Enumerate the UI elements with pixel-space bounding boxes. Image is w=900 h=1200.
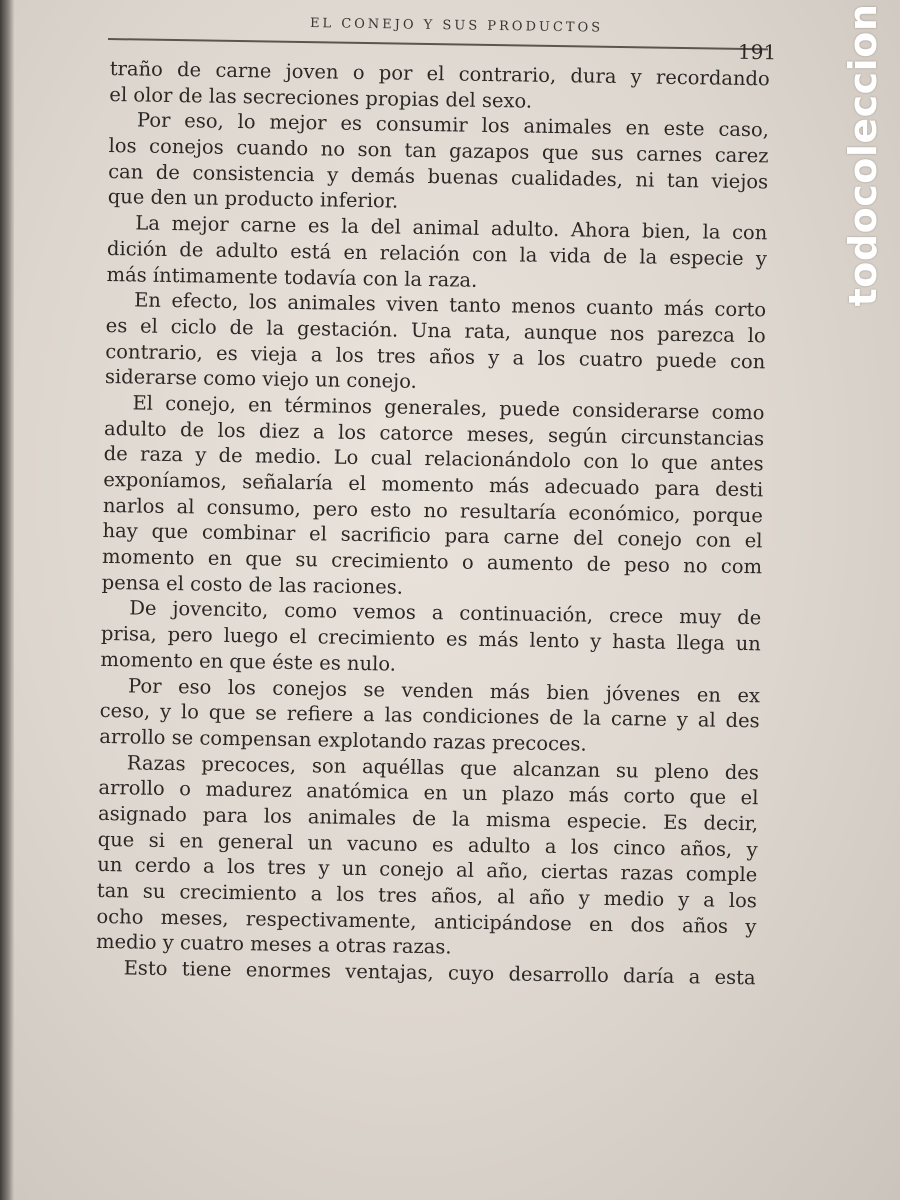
text-line: En efecto, los animales viven tanto menos cuanto más corto — [133, 288, 767, 322]
text-line: arrollo o madurez anatómica en un plazo más corto que el — [98, 776, 759, 810]
text-line: hay que combinar el sacrificio para carne del conejo con el — [102, 519, 763, 553]
text-line: traño de carne joven o por el contrario, dura y recordando — [109, 56, 770, 91]
text-line: adulto de los diez a los catorce meses, según circunstancias — [103, 416, 765, 450]
book-binding-edge — [0, 0, 14, 1200]
text-line: medio y cuatro meses a otras razas. — [95, 930, 452, 959]
text-line: un cerdo a los tres y un conejo al año, ciertas razas comple — [97, 853, 758, 887]
running-head: EL CONEJO Y SUS PRODUCTOS — [309, 16, 604, 36]
text-line: los conejos cuando no son tan gazapos que sus carnes carez — [108, 134, 769, 168]
text-line: siderarse como viejo un conejo. — [104, 365, 417, 394]
text-line: ocho meses, respectivamente, anticipándose en dos años y — [96, 904, 757, 938]
text-line: Por eso, lo mejor es consumir los animales en este caso, — [136, 108, 770, 142]
text-line: can de consistencia y demás buenas cualidades, ni tan viejos — [108, 159, 769, 194]
watermark — [826, 0, 900, 320]
text-line: Razas precoces, son aquéllas que alcanzan su pleno des — [126, 750, 760, 784]
text-line: momento en que su crecimiento o aumento de peso no com — [101, 545, 763, 579]
text-line: momento en que éste es nulo. — [100, 647, 397, 676]
text-line: Por eso los conejos se venden más bien jóvenes en ex — [127, 673, 761, 707]
text-line: Esto tiene enormes ventajas, cuyo desarrollo daría a esta — [123, 956, 756, 990]
text-line: prisa, pero luego el crecimiento es más lento y hasta llega un — [100, 622, 762, 656]
text-line: tan su crecimiento a los tres años, al año y medio y a los — [96, 878, 757, 913]
text-line: narlos al consumo, pero esto no resultaría económico, porque — [102, 493, 764, 527]
text-line: el olor de las secreciones propias del sexo. — [109, 82, 533, 113]
text-line: asignado para los animales de la misma especie. Es decir, — [97, 801, 759, 836]
text-line: arrollo se compensan explotando razas precoces. — [99, 724, 587, 756]
body-text — [95, 56, 769, 991]
text-line: La mejor carne es la del animal adulto. Ahora bien, la con — [135, 211, 768, 245]
text-line: de raza y de medio. Lo cual relacionándolo con lo que antes — [103, 442, 764, 476]
text-line: que den un producto inferior. — [107, 185, 399, 213]
text-line: que si en general un vacuno es adulto a los cinco años, y — [97, 827, 758, 861]
text-line: ceso, y lo que se refiere a las condiciones de la carne y al des — [99, 699, 760, 733]
text-line: contrario, es vieja a los tres años y a los cuatro puede con — [105, 339, 766, 373]
text-line: dición de adulto está en relación con la vida de la especie y — [106, 236, 768, 271]
text-line: es el ciclo de la gestación. Una rata, aunque nos parezca lo — [105, 313, 766, 348]
text-line: pensa el costo de las raciones. — [101, 570, 404, 599]
page-number: 191 — [737, 39, 777, 65]
text-line: El conejo, en términos generales, puede considerarse como — [132, 391, 765, 425]
watermark-text: todocoleccion — [841, 3, 885, 307]
text-line: exponíamos, señalaría el momento más adecuado para desti — [103, 467, 764, 502]
text-line: más íntimamente todavía con la raza. — [106, 262, 478, 292]
header-rule — [108, 38, 768, 50]
text-line: De jovencito, como vemos a continuación, crece muy de — [129, 596, 762, 630]
